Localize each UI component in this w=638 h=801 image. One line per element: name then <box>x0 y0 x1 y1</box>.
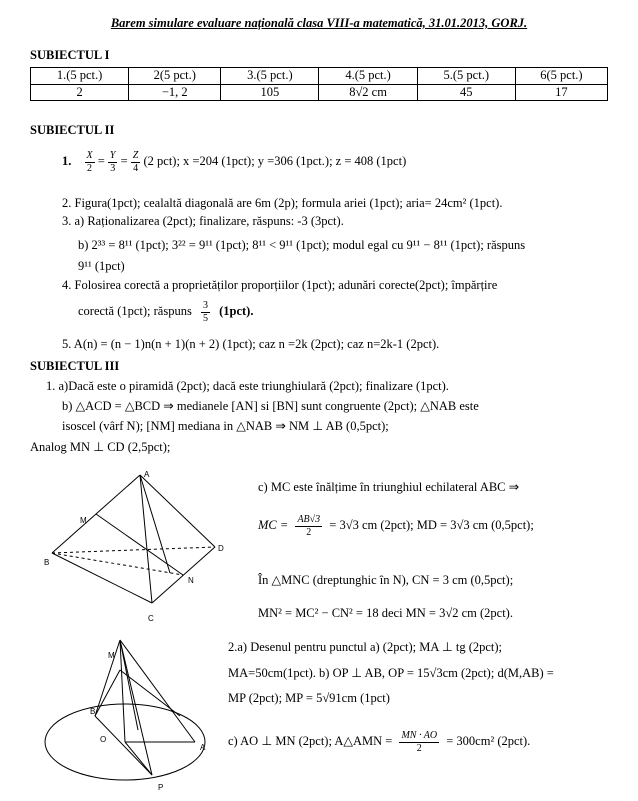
fraction-x: $\frac{X}{2}$ <box>86 150 93 174</box>
fraction-z: $\frac{Z}{4}$ <box>132 150 139 174</box>
s2-line-1: 1. $\frac{X}{2}$ = $\frac{Y}{3}$ = $\frac{Z}{4}$ (2 pct); x =204 (1pct); y =306 (1pct.); z = 408 (1pct) <box>62 150 407 174</box>
fraction-answer: $\frac{3}{5}$ <box>202 300 208 324</box>
s3-c-line-2: MC = $\frac{AB√3}{2}$ = 3√3 cm (2pct); MD = 3√3 cm (0,5pct); <box>258 514 534 538</box>
s2-line-5: 5. A(n) = (n − 1)n(n + 1)(n + 2) (1pct); caz n =2k (2pct); caz n=2k-1 (2pct). <box>62 337 440 351</box>
fig-label: A <box>144 470 150 479</box>
table-cell: 5.(5 pct.) <box>417 68 515 85</box>
table-row <box>31 84 608 101</box>
fig-label: N <box>188 576 194 585</box>
pyramid-figure <box>40 465 230 630</box>
table-cell: 2(5 pct.) <box>129 68 221 85</box>
subiectul-2-heading: SUBIECTUL II <box>30 123 115 137</box>
s3-c-line-4: MN² = MC² − CN² = 18 deci MN = 3√2 cm (2pct). <box>258 606 513 620</box>
fig-label: B <box>44 558 50 567</box>
table-cell: −1, 2 <box>129 84 221 101</box>
fraction-area: $\frac{MN \cdot AO}{2}$ <box>401 730 438 754</box>
table-cell: 17 <box>515 84 607 101</box>
fraction-y: $\frac{Y}{3}$ <box>109 150 116 174</box>
s3-2b-line-cont: MP (2pct); MP = 5√91cm (1pct) <box>228 691 390 705</box>
fig-label: M <box>80 516 87 525</box>
cone-figure <box>40 630 230 795</box>
subiectul-3-heading: SUBIECTUL III <box>30 359 120 373</box>
s2-line-3b: b) 2³³ = 8¹¹ (1pct); 3²² = 9¹¹ (1pct); 8¹¹ < 9¹¹ (1pct); modul egal cu 9¹¹ − 8¹¹ (1pct); răspuns <box>78 238 526 252</box>
fig-label: M <box>108 651 115 660</box>
subiectul-1-table <box>30 67 608 101</box>
fig-label: D <box>218 544 224 553</box>
s3-2a-line: 2.a) Desenul pentru punctul a) (2pct); MA ⊥ tg (2pct); <box>228 640 503 654</box>
s3-line-analog: Analog MN ⊥ CD (2,5pct); <box>30 440 171 454</box>
s3-c-line-1: c) MC este înălțime în triunghiul echilateral ABC ⇒ <box>258 480 520 494</box>
s3-2c-line: c) AO ⊥ MN (2pct); A△AMN = $\frac{MN \cdot AO}{2}$ = 300cm² (2pct). <box>228 730 531 754</box>
table-cell: 4.(5 pct.) <box>319 68 417 85</box>
s3-line-1b-cont: isoscel (vârf N); [NM] mediana in △NAB ⇒ NM ⊥ AB (0,5pct); <box>62 419 389 433</box>
table-cell: 2 <box>31 84 129 101</box>
table-cell: 6(5 pct.) <box>515 68 607 85</box>
table-cell: 8√2 cm <box>319 84 417 101</box>
item-number: 1. <box>62 153 72 168</box>
fraction-mc: $\frac{AB√3}{2}$ <box>297 514 321 538</box>
table-cell: 1.(5 pct.) <box>31 68 129 85</box>
s2-line-2: 2. Figura(1pct); cealaltă diagonală are 6m (2p); formula ariei (1pct); aria= 24cm² (1pct). <box>62 196 503 210</box>
s2-line-3a: 3. a) Raționalizarea (2pct); finalizare, răspuns: -3 (3pct). <box>62 214 344 228</box>
table-cell: 3.(5 pct.) <box>221 68 319 85</box>
table-header-row <box>31 68 608 85</box>
fig-label: O <box>100 735 107 744</box>
s3-line-1b: b) △ACD = △BCD ⇒ medianele [AN] si [BN] sunt congruente (2pct); △NAB este <box>62 399 479 413</box>
s3-line-1a: 1. a)Dacă este o piramidă (2pct); dacă este triunghiulară (2pct); finalizare (1pct). <box>46 379 449 393</box>
table-cell: 45 <box>417 84 515 101</box>
fig-label: C <box>148 614 154 623</box>
item-text: (2 pct); x =204 (1pct); y =306 (1pct.); z = 408 (1pct) <box>143 153 407 168</box>
s2-line-4b: corectă (1pct); răspuns $\frac{3}{5}$ (1pct). <box>78 300 254 324</box>
s2-line-4: 4. Folosirea corectă a proprietăților proporțiilor (1pct); adunări corecte(2pct); împărțire <box>62 278 498 292</box>
s3-c-line-3: În △MNC (dreptunghic în N), CN = 3 cm (0,5pct); <box>258 573 514 587</box>
table-cell: 105 <box>221 84 319 101</box>
subiectul-1-heading: SUBIECTUL I <box>30 48 110 62</box>
page-title: Barem simulare evaluare națională clasa VIII-a matematică, 31.01.2013, GORJ. <box>110 16 528 30</box>
fig-label: P <box>158 783 164 792</box>
fig-label: A <box>200 743 206 752</box>
fig-label: B <box>90 707 96 716</box>
s3-2b-line: MA=50cm(1pct). b) OP ⊥ AB, OP = 15√3cm (2pct); d(M,AB) = <box>228 666 554 680</box>
s2-line-3b-cont: 9¹¹ (1pct) <box>78 259 125 273</box>
